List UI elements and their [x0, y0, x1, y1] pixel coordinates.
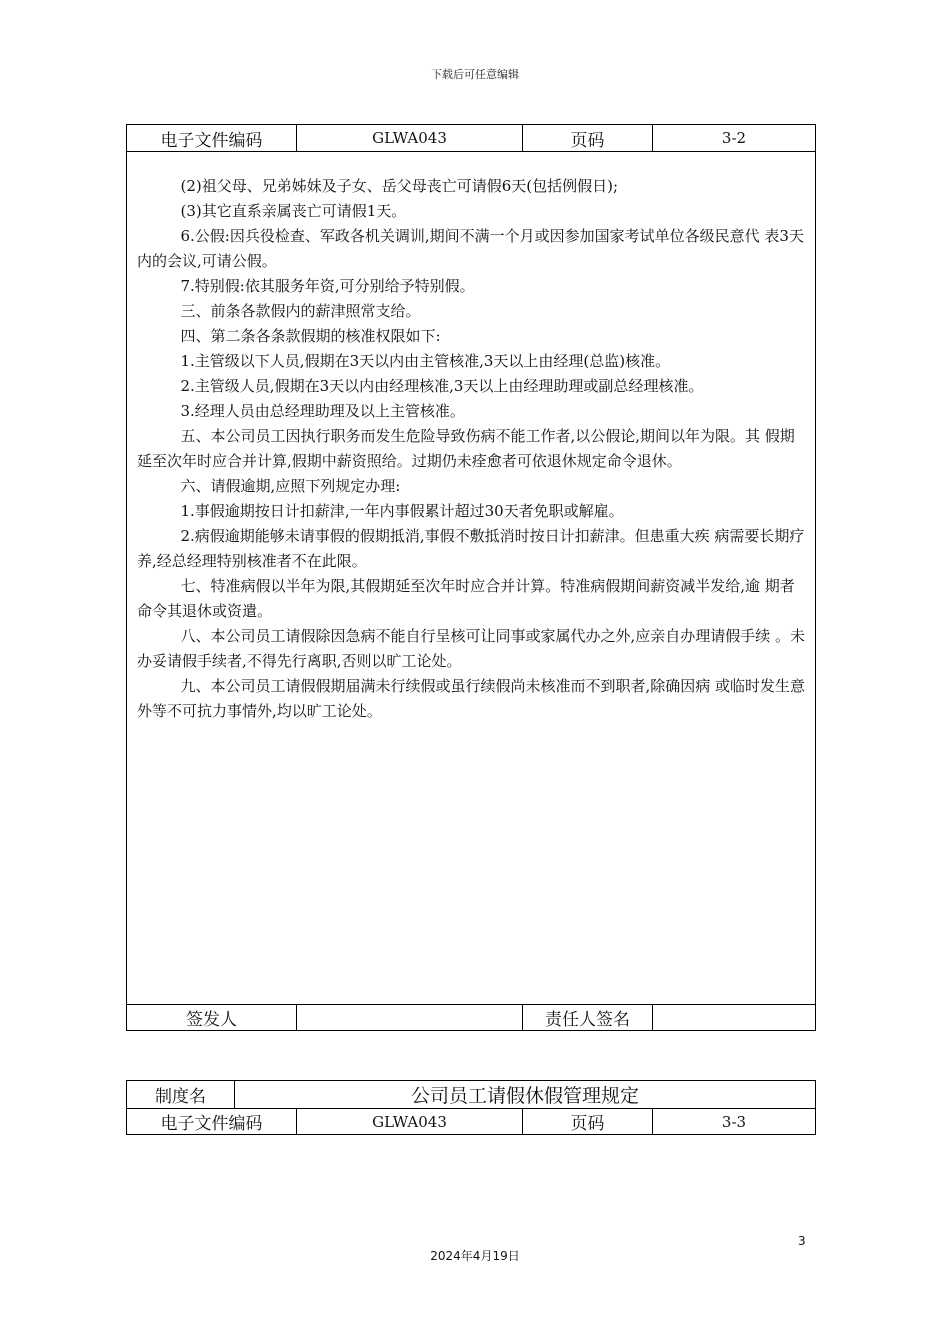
regulation-body: [127, 152, 816, 1005]
file-code-value: GLWA043: [297, 125, 523, 152]
paragraph: 六、请假逾期,应照下列规定办理:: [180, 477, 401, 495]
paragraph: 三、前条各款假内的薪津照常支给。: [180, 302, 421, 320]
responsible-signature-label: 责任人签名: [523, 1005, 653, 1031]
signer-label: 签发人: [127, 1005, 297, 1031]
paragraph: 八、本公司员工请假除因急病不能自行呈核可让同事或家属代办之外,应亲自办理请假手续 。未办妥请假手续者,不得先行离职,否则以旷工论处。: [137, 627, 806, 670]
page-label: 页码: [523, 125, 653, 152]
paragraph: 五、本公司员工因执行职务而发生危险导致伤病不能工作者,以公假论,期间以年为限。其 假期延至次年时应合并计算,假期中薪资照给。过期仍未痊愈者可依退休规定命令退休。: [137, 427, 795, 470]
page-number: 3: [798, 1234, 806, 1248]
regulation-text: [127, 152, 815, 724]
paragraph: 6.公假:因兵役检查、军政各机关调训,期间不满一个月或因参加国家考试单位各级民意代 表3天内的会议,可请公假。: [137, 227, 804, 270]
paragraph: 七、特准病假以半年为限,其假期延至次年时应合并计算。特准病假期间薪资减半发给,逾 期者命令其退休或资遣。: [137, 577, 795, 620]
paragraph: (3)其它直系亲属丧亡可请假1天。: [180, 202, 407, 220]
paragraph: 1.主管级以下人员,假期在3天以内由主管核准,3天以上由经理(总监)核准。: [180, 352, 671, 370]
paragraph: 九、本公司员工请假假期届满未行续假或虽行续假尚未核准而不到职者,除确因病 或临时发生意外等不可抗力事情外,均以旷工论处。: [137, 677, 806, 720]
paragraph: 2.病假逾期能够未请事假的假期抵消,事假不敷抵消时按日计扣薪津。但患重大疾 病需要长期疗养,经总经理特别核准者不在此限。: [137, 527, 805, 570]
page-label: 页码: [523, 1109, 653, 1135]
paragraph: (2)祖父母、兄弟姊妹及子女、岳父母丧亡可请假6天(包括例假日);: [180, 177, 619, 195]
file-code-label: 电子文件编码: [127, 125, 297, 152]
footer-date: 2024年4月19日: [430, 1249, 520, 1263]
file-code-label: 电子文件编码: [127, 1109, 297, 1135]
system-name-label: 制度名: [127, 1081, 235, 1109]
system-name-value: 公司员工请假休假管理规定: [235, 1081, 816, 1109]
paragraph: 四、第二条各条款假期的核准权限如下:: [180, 327, 441, 345]
paragraph: 3.经理人员由总经理助理及以上主管核准。: [180, 402, 465, 420]
document-table-page-3-2: [126, 124, 816, 1031]
page-value: 3-3: [653, 1109, 816, 1135]
file-code-value: GLWA043: [297, 1109, 523, 1135]
paragraph: 2.主管级人员,假期在3天以内由经理核准,3天以上由经理助理或副总经理核准。: [180, 377, 704, 395]
signer-field[interactable]: [297, 1005, 523, 1031]
document-table-page-3-3: [126, 1080, 816, 1135]
responsible-signature-field[interactable]: [653, 1005, 816, 1031]
page-value: 3-2: [653, 125, 816, 152]
paragraph: 1.事假逾期按日计扣薪津,一年内事假累计超过30天者免职或解雇。: [180, 502, 624, 520]
header-note: 下载后可任意编辑: [431, 68, 519, 81]
paragraph: 7.特别假:依其服务年资,可分别给予特别假。: [180, 277, 475, 295]
